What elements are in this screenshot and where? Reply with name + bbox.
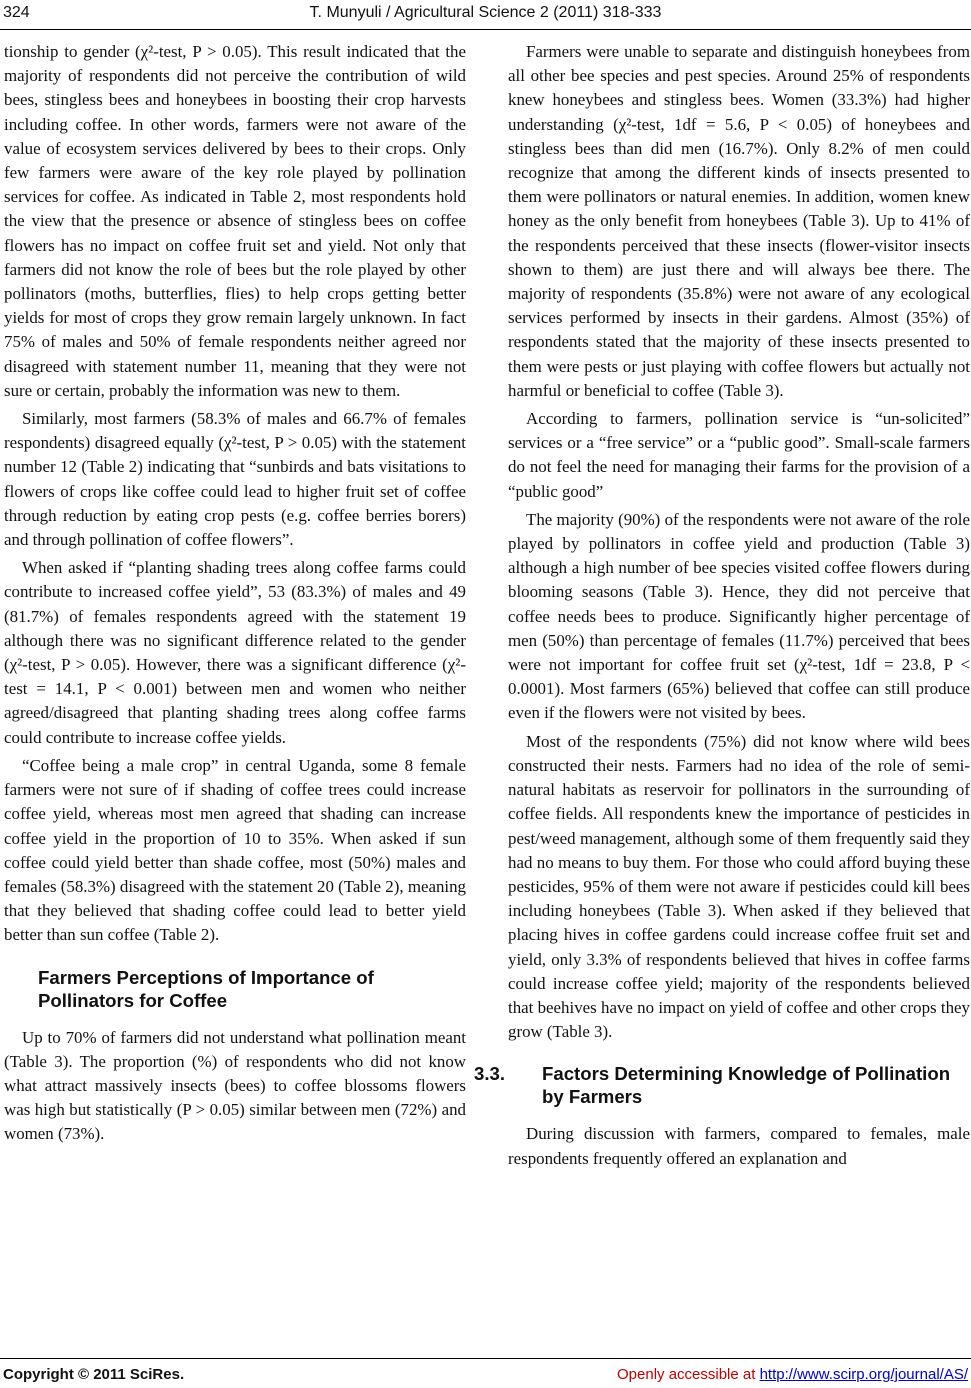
running-title: T. Munyuli / Agricultural Science 2 (2011) 318-333	[309, 4, 662, 21]
section-title: Farmers Perceptions of Importance of Pollinators for Coffee	[38, 966, 374, 1011]
section-heading	[4, 966, 466, 1012]
section-heading	[474, 1062, 970, 1108]
paragraph: Most of the respondents (75%) did not know where wild bees constructed their nests. Farmers had no idea of the role of semi-natural habitats as reservoir for pollinators in the surrounding of coffee fields. All respondents knew the importance of pesticides in pest/weed management, although some of them frequently said they had no means to buy them. For those who could afford buying these pesticides, 95% of them were not aware if pesticides could kill bees including honeybees (Table 3). When asked if they believed that placing hives in coffee gardens could increase coffee fruit set and yield, only 3.3% of respondents believed that hives in coffee farms could increase coffee yield; majority of the respondents believed that beehives have no impact on yield of coffee and other crops they grow (Table 3).	[508, 731, 970, 1042]
copyright-notice: Copyright © 2011 SciRes.	[3, 1366, 185, 1383]
section-number: 3.3.	[474, 1063, 506, 1085]
left-column	[4, 40, 466, 1151]
page-number: 324	[3, 4, 30, 21]
paragraph: The majority (90%) of the respondents were not aware of the role played by pollinators in coffee yield and production (Table 3) although a high number of bee species visited coffee flowers during blooming seasons (Table 3). Hence, they did not perceive that coffee needs bees to produce. Significantly higher percentage of men (50%) than percentage of females (11.7%) perceived that bees were not important for coffee fruit set (χ²-test, 1df = 23.8, P < 0.0001). Most farmers (65%) believed that coffee can still produce even if the flowers were not visited by bees.	[508, 509, 970, 723]
paragraph: When asked if “planting shading trees along coffee farms could contribute to increased coffee yield”, 53 (83.3%) of males and 49 (81.7%) of females respondents agreed with the statement 19 although there was no significant difference related to the gender (χ²-test, P > 0.05). However, there was a significant difference (χ²-test = 14.1, P < 0.001) between men and women who neither agreed/disagreed that planting shading trees along coffee farms could contribute to increase coffee yields.	[4, 558, 466, 747]
journal-link[interactable]: http://www.scirp.org/journal/AS/	[759, 1366, 968, 1383]
paragraph: Similarly, most farmers (58.3% of males and 66.7% of females respondents) disagreed equally (χ²-test, P > 0.05) with the statement number 12 (Table 2) indicating that “sunbirds and bats visitations to flowers of crops like coffee could lead to higher fruit set of coffee through reduction by eating crop pests (e.g. coffee berries borers) and through pollination of coffee flowers”.	[4, 409, 466, 550]
paragraph: Up to 70% of farmers did not understand what pollination meant (Table 3). The proportion (%) of respondents who did not know what attract massively insects (bees) to coffee blossoms flowers was high but statistically (P > 0.05) similar between men (72%) and women (73%).	[4, 1027, 466, 1144]
paragraph: According to farmers, pollination service is “un-solicited” services or a “free service” or a “public good”. Small-scale farmers do not feel the need for managing their farms for the provision of a “public good”	[508, 409, 970, 501]
right-column	[474, 40, 970, 1175]
access-text: Openly accessible at	[617, 1366, 760, 1383]
access-notice	[617, 1366, 968, 1383]
paragraph: During discussion with farmers, compared to females, male respondents frequently offered an explanation and	[508, 1124, 970, 1168]
section-title: Factors Determining Knowledge of Pollination by Farmers	[542, 1063, 951, 1108]
page-footer	[0, 1358, 971, 1388]
paragraph: Farmers were unable to separate and distinguish honeybees from all other bee species and pest species. Around 25% of respondents knew honeybees and stingless bees. Women (33.3%) had higher understanding (χ²-test, 1df = 5.6, P < 0.05) of honeybees and stingless bees than did men (16.7%). Only 8.2% of men could recognize that among the different kinds of insects presented to them were pollinators or natural enemies. In addition, women knew honey as the only benefit from honeybees (Table 3). Up to 41% of the respondents perceived that these insects (flower-visitor insects shown to them) are just there and will always bee there. The majority of respondents (35.8%) were not aware of any ecological services performed by insects in their gardens. Almost (35%) of respondents stated that the majority of these insects presented to them were pests or just playing with coffee flowers but actually not harmful or beneficial to coffee (Table 3).	[508, 42, 970, 400]
paragraph: “Coffee being a male crop” in central Uganda, some 8 female farmers were not sure of if shading of coffee trees could increase coffee yield, whereas most men agreed that shading can increase coffee yield in the proportion of 10 to 35%. When asked if sun coffee could yield better than shade coffee, most (50%) males and females (58.3%) disagreed with the statement 20 (Table 2), meaning that they believed that shading coffee could lead to better yield better than sun coffee (Table 2).	[4, 755, 466, 945]
paragraph: tionship to gender (χ²-test, P > 0.05). This result indicated that the majority of respondents did not perceive the contribution of wild bees, stingless bees and honeybees in boosting their crop harvests including coffee. In other words, farmers were not aware of the value of ecosystem services delivered by bees to their crops. Only few farmers were aware of the key role played by pollination services for coffee. As indicated in Table 2, most respondents hold the view that the presence or absence of stingless bees on coffee flowers has no impact on coffee fruit set and yield. Not only that farmers did not know the role of bees but the role played by other pollinators (moths, butterflies, flies) to help crops getting better yields for most of crops they grow remain largely unknown. In fact 75% of males and 50% of female respondents neither agreed nor disagreed with statement number 11, meaning that they were not sure or certain, probably the information was new to them.	[4, 42, 466, 400]
page-header	[0, 0, 971, 30]
section-number	[4, 966, 38, 989]
